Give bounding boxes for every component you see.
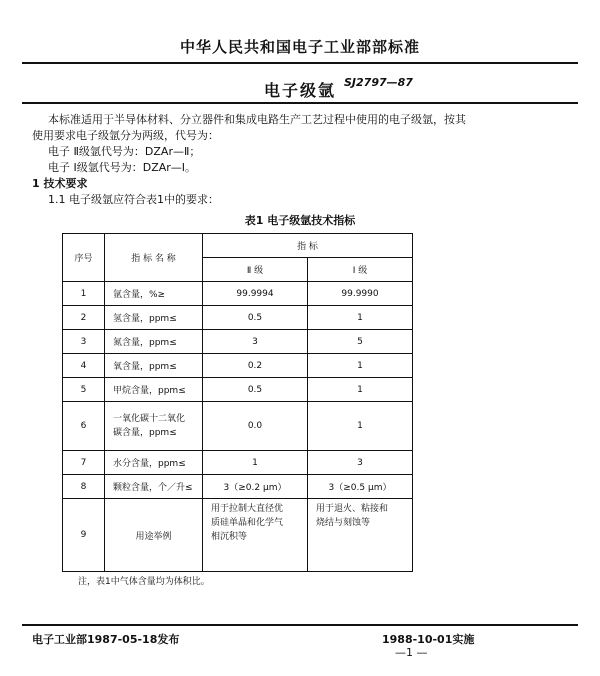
usage-grade-2-line-3: 相沉积等: [211, 532, 248, 542]
usage-grade-2-line-1: 用于拉制大直径优: [211, 504, 284, 514]
header-item: 指 标 名 称: [105, 234, 203, 282]
row-grade-2: 99.9994: [203, 282, 308, 306]
section-heading: 1 技术要求: [32, 177, 88, 190]
table-row: [63, 402, 413, 451]
table-row: [63, 451, 413, 475]
row-grade-2: 0.2: [203, 354, 308, 378]
header-rule: [22, 62, 578, 64]
row-grade-1: 5: [308, 330, 413, 354]
row-grade-2: 0.5: [203, 378, 308, 402]
row-no: 1: [63, 282, 105, 306]
issue-date: 电子工业部1987-05-18发布: [32, 633, 180, 646]
row-no: 4: [63, 354, 105, 378]
row-item: 氮含量，ppm≤: [105, 330, 203, 354]
usage-grade-2-line-2: 质硅单晶和化学气: [211, 518, 284, 528]
usage-grade-1-line-1: 用于退火、粘接和: [316, 504, 389, 514]
grade-1-code: 电子 Ⅰ级氩代号为：DZAr—Ⅰ。: [48, 161, 197, 174]
table-row: [63, 354, 413, 378]
row-grade-2: 3: [203, 330, 308, 354]
table-note: 注，表1中气体含量均为体积比。: [78, 577, 210, 587]
table-row: [63, 282, 413, 306]
row-grade-1: 1: [308, 378, 413, 402]
footer-rule: [22, 624, 578, 626]
row-grade-1: 1: [308, 306, 413, 330]
row-grade-1: 1: [308, 402, 413, 451]
row-no: 9: [63, 499, 105, 572]
row-item-line-2: 碳含量，ppm≤: [113, 428, 177, 438]
row-no: 2: [63, 306, 105, 330]
document-title: 电子级氩: [263, 81, 336, 100]
row-item: 氧含量，ppm≤: [105, 354, 203, 378]
header-no: 序号: [63, 234, 105, 282]
row-item: [105, 402, 203, 451]
title-rule: [22, 102, 578, 104]
row-grade-2: [203, 499, 308, 572]
spec-table: [62, 233, 413, 572]
intro-line-1: 本标准适用于半导体材料、分立器件和集成电路生产工艺过程中使用的电子级氩，按其: [48, 113, 466, 126]
table-row: [63, 475, 413, 499]
intro-line-2: 使用要求电子级氩分为两级，代号为：: [32, 129, 219, 142]
implementation-date: 1988-10-01实施: [382, 633, 475, 646]
row-grade-1: 1: [308, 354, 413, 378]
row-no: 7: [63, 451, 105, 475]
row-item: 用途举例: [105, 499, 203, 572]
table-caption: 表1 电子级氩技术指标: [244, 214, 356, 227]
row-grade-2: 3（≥0.2 μm）: [203, 475, 308, 499]
clause-1-1: 1.1 电子级氩应符合表1中的要求：: [48, 193, 219, 206]
row-grade-1: 99.9990: [308, 282, 413, 306]
table-row: [63, 499, 413, 572]
standard-number: SJ2797—87: [344, 76, 413, 89]
table-row: [63, 306, 413, 330]
table-row: [63, 330, 413, 354]
row-item: 颗粒含量，个／升≤: [105, 475, 203, 499]
table-header-row: [63, 234, 413, 258]
row-item: 水分含量，ppm≤: [105, 451, 203, 475]
row-no: 3: [63, 330, 105, 354]
row-item: 甲烷含量，ppm≤: [105, 378, 203, 402]
row-grade-1: 3: [308, 451, 413, 475]
table-row: [63, 378, 413, 402]
row-item: 氩含量，%≥: [105, 282, 203, 306]
row-no: 5: [63, 378, 105, 402]
row-grade-2: 0.5: [203, 306, 308, 330]
page-number: —1 —: [395, 646, 428, 659]
row-no: 8: [63, 475, 105, 499]
header-title: 中华人民共和国电子工业部部标准: [179, 38, 420, 56]
row-grade-2: 1: [203, 451, 308, 475]
row-no: 6: [63, 402, 105, 451]
header-grade-2: Ⅱ 级: [203, 258, 308, 282]
usage-grade-1-line-2: 烧结与刻蚀等: [316, 518, 371, 528]
row-item-line-1: 一氧化碳十二氧化: [113, 414, 186, 424]
row-item: 氢含量，ppm≤: [105, 306, 203, 330]
row-grade-2: 0.0: [203, 402, 308, 451]
grade-2-code: 电子 Ⅱ级氩代号为：DZAr—Ⅱ；: [48, 145, 201, 158]
header-grade-1: Ⅰ 级: [308, 258, 413, 282]
row-grade-1: [308, 499, 413, 572]
header-spec: 指 标: [203, 234, 413, 258]
row-grade-1: 3（≥0.5 μm）: [308, 475, 413, 499]
